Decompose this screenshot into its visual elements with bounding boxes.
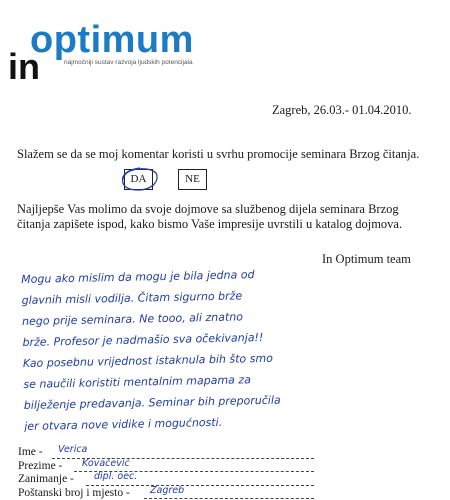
team-signature: In Optimum team [322,252,411,267]
occupation-underline [86,485,314,486]
selection-circle-mark [118,163,160,193]
handwritten-comment [21,260,439,437]
event-date: Zagreb, 26.03.- 01.04.2010. [272,103,412,118]
consent-option-ne[interactable] [178,169,207,190]
first-name-value: Verica [58,444,87,455]
postal-city-field[interactable] [18,487,318,500]
last-name-value: Kovačević [82,458,130,469]
postal-city-label: Poštanski broj i mjesto - [18,487,130,499]
instructions-text: Najljepše Vas molimo da svoje dojmove sa službenog dijela seminara Brzog čitanja zapišete ispod, kako bismo Vaše impresije uvrstili u katalog dojmova. [17,202,427,232]
comment-line: bilježenje predavanja. Seminar bih preporučila [24,386,439,416]
personal-info-form [18,446,318,500]
comment-line: se naučili koristiti mentalnim mapama za [23,365,438,395]
comment-line: Kao posebnu vrijednost istaknula bih što smo [23,344,438,374]
logo-optimum-word: optimum [30,20,194,60]
consent-option-da-label: DA [131,173,147,185]
logo-tagline: najmočniji sustav razvoja ljudskih potencijala [64,59,193,66]
first-name-field[interactable] [18,446,318,460]
comment-line: nego prije seminara. Ne tooo, ali znatno [22,302,437,332]
first-name-label: Ime - [18,446,43,458]
comment-line: jer otvara nove vidike i mogućnosti. [24,407,439,437]
postal-city-value: Zagreb [150,485,184,496]
last-name-field[interactable] [18,460,318,474]
occupation-value: dipl. oec. [94,471,137,482]
logo-in-word: in [8,49,40,85]
last-name-label: Prezime - [18,460,62,472]
consent-option-ne-label: NE [185,173,200,185]
comment-line: brže. Profesor je nadmašio sva očekivanja!! [22,323,437,353]
occupation-label: Zanimanje - [18,473,74,485]
brand-logo [6,20,226,80]
comment-line: Mogu ako mislim da mogu je bila jedna od [21,260,436,290]
consent-question: Slažem se da se moj komentar koristi u svrhu promocije seminara Brzog čitanja. [17,147,419,162]
comment-line: glavnih misli vodilja. Čitam sigurno brže [21,281,436,311]
